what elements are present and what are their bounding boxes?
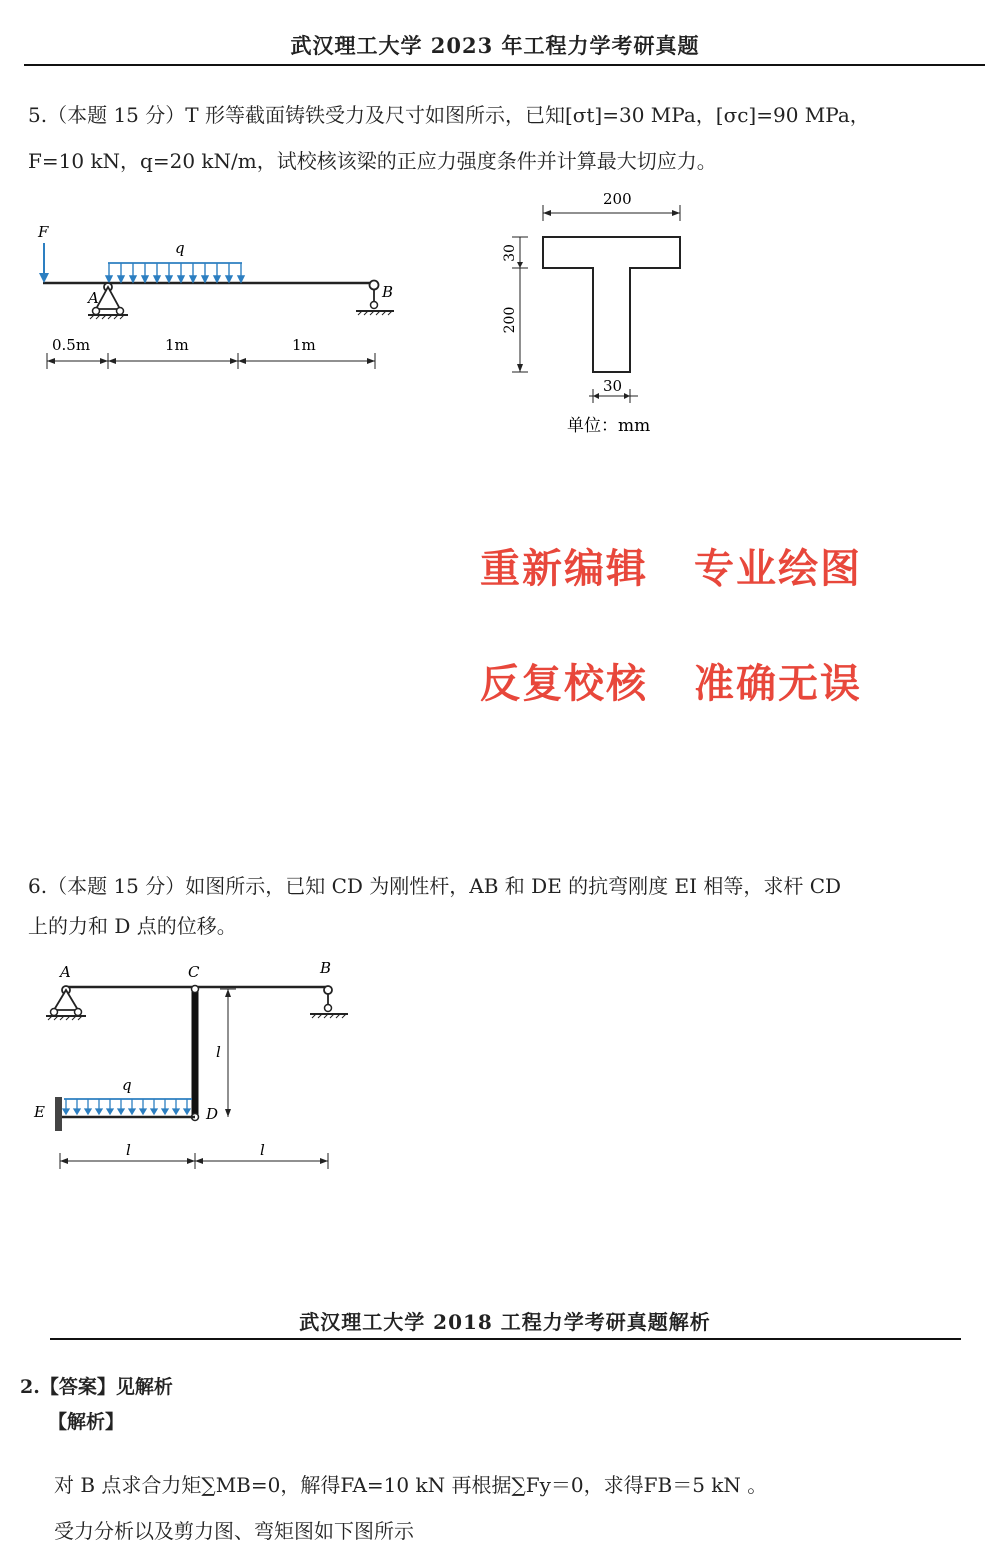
right-length-label: l <box>260 1141 265 1159</box>
left-length-label: l <box>126 1141 131 1159</box>
analysis-header: 武汉理工大学 2018 工程力学考研真题解析 <box>299 1310 711 1334</box>
q5-line1: 5.（本题 15 分）T 形等截面铸铁受力及尺寸如图所示，已知[σt]=30 MPa，[σc]=90 MPa， <box>28 103 870 127</box>
q5-line2: F=10 kN，q=20 kN/m，试校核该梁的正应力强度条件并计算最大切应力。 <box>28 149 717 173</box>
load-arrows <box>106 263 244 282</box>
support-a-label: A <box>88 289 99 307</box>
answer-line2: 受力分析以及剪力图、弯矩图如下图所示 <box>54 1519 414 1543</box>
q6-line1: 6.（本题 15 分）如图所示，已知 CD 为刚性杆，AB 和 DE 的抗弯刚度 EI 相等，求杆 CD <box>28 874 842 898</box>
beam-diagram <box>30 215 410 375</box>
label-c: C <box>188 963 200 981</box>
fixed-support-e <box>55 1097 62 1131</box>
unit-label: 单位：mm <box>567 416 651 436</box>
label-b: B <box>320 959 332 977</box>
label-d: D <box>206 1105 219 1123</box>
promo-text-1a: 重新编辑 <box>480 546 648 592</box>
answer-line1: 对 B 点求合力矩∑MB=0，解得FA=10 kN 再根据∑Fy＝0，求得FB＝5 kN 。 <box>54 1473 768 1497</box>
label-a: A <box>60 963 71 981</box>
load-q-label: q <box>122 1076 132 1094</box>
support-b-label: B <box>382 283 394 301</box>
load-label: q <box>175 239 185 257</box>
promo-text-2a: 反复校核 <box>480 661 648 707</box>
support-b-frame <box>310 986 348 1018</box>
frame-load-arrows <box>63 1099 190 1114</box>
promo-text-2b: 准确无误 <box>694 661 862 707</box>
section-width-label: 200 <box>603 190 632 208</box>
page-header: 武汉理工大学 2023 年工程力学考研真题 <box>290 33 700 58</box>
analysis-title: 【解析】 <box>48 1411 125 1433</box>
dim-label-2: 1m <box>165 336 189 354</box>
analysis-divider <box>50 1338 961 1340</box>
web-width-label: 30 <box>603 377 623 395</box>
t-section-outline <box>543 237 680 372</box>
dim-label-1: 0.5m <box>52 336 91 354</box>
header-divider <box>24 64 985 66</box>
frame-diagram <box>28 955 368 1175</box>
dim-label-3: 1m <box>292 336 316 354</box>
force-label: F <box>38 223 49 241</box>
vertical-length-label: l <box>216 1043 221 1061</box>
web-height-label: 200 <box>502 306 518 334</box>
flange-height-label: 30 <box>502 244 518 262</box>
support-a-frame <box>46 986 86 1020</box>
promo-text-1b: 专业绘图 <box>694 546 862 592</box>
q6-line2: 上的力和 D 点的位移。 <box>28 914 237 938</box>
answer-title: 2.【答案】见解析 <box>20 1376 173 1398</box>
t-section-diagram <box>490 185 700 445</box>
label-e: E <box>34 1103 45 1121</box>
